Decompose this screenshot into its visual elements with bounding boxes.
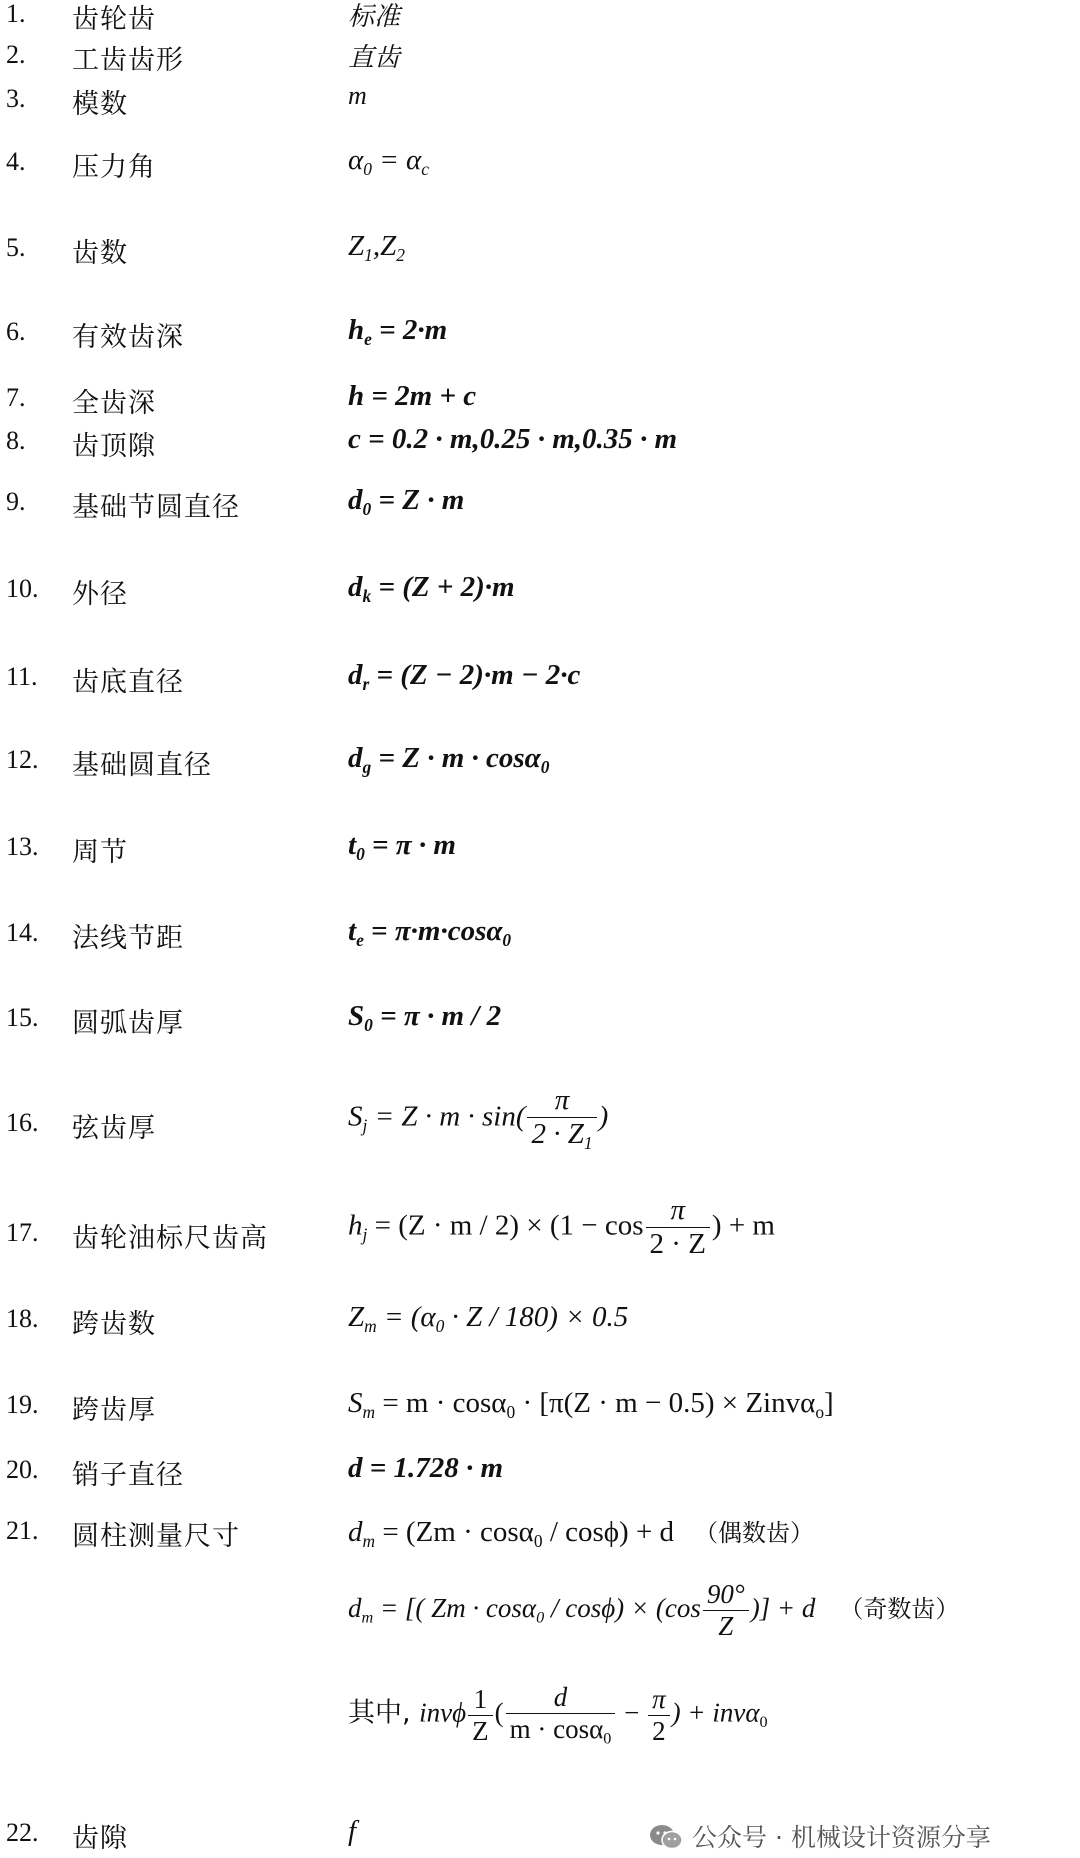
item-number: 15. <box>6 1003 39 1032</box>
item-label: 齿底直径 <box>72 667 184 698</box>
formula: c = 0.2 · m,0.25 · m,0.35 · m <box>348 423 678 455</box>
formula: $t_0 = \pi \cdot m$ <box>348 829 456 865</box>
item-number: 9. <box>6 487 26 516</box>
item-number: 13. <box>6 832 39 861</box>
item-number: 16. <box>6 1108 39 1137</box>
item-label: 工齿齿形 <box>72 45 184 76</box>
item-number: 1. <box>6 0 26 28</box>
item-label: 法线节距 <box>72 923 184 954</box>
item-label: 压力角 <box>72 152 156 183</box>
watermark <box>648 1818 991 1858</box>
item-label: 基础圆直径 <box>72 750 212 781</box>
item-label: 齿轮齿 <box>72 4 156 35</box>
fraction: $\frac{1}{Z}$ <box>468 1684 493 1747</box>
even-teeth-note: （偶数齿） <box>694 1519 815 1547</box>
formula: $\alpha_0 = \alpha_c$ <box>348 144 429 180</box>
formula: 直齿 <box>348 43 401 73</box>
item-label: 基础节圆直径 <box>72 492 240 523</box>
formula: $t_e = \pi\cdot m\cdot\cos\alpha_0$ <box>348 915 512 951</box>
formula: $h_j = (Z \cdot m / 2) \times (1 - \cos$ $\frac{\pi}{2 \cdot Z}$ ) + m <box>348 1194 775 1261</box>
item-number: 21. <box>6 1516 39 1545</box>
formula: $S_m = m \cdot \cos\alpha_0 \cdot [\pi(Z \cdot m - 0.5)$ × Zinvα$_o$] <box>348 1387 834 1423</box>
watermark-text: 公众号 · 机械设计资源分享 <box>692 1823 991 1852</box>
item-label: 圆弧齿厚 <box>72 1008 184 1039</box>
formula: $d_0 = Z \cdot m$ <box>348 484 465 520</box>
formula: d = 1.728 · m <box>348 1452 504 1484</box>
formula: $d_g = Z \cdot m \cdot \cos\alpha_0$ <box>348 742 550 778</box>
formula: $Z_m = (\alpha_0 \cdot Z / 180) \times 0.5$ <box>348 1301 629 1337</box>
item-number: 8. <box>6 426 26 455</box>
formula: $h_e = 2\cdot m$ <box>348 314 448 350</box>
item-label: 外径 <box>72 579 128 610</box>
item-label: 齿顶隙 <box>72 431 156 462</box>
item-label: 齿隙 <box>72 1823 128 1854</box>
item-label: 全齿深 <box>72 388 156 419</box>
item-number: 7. <box>6 383 26 412</box>
odd-teeth-note: （奇数齿） <box>839 1594 960 1623</box>
formula: f <box>348 1815 357 1847</box>
item-number: 17. <box>6 1218 39 1247</box>
item-number: 6. <box>6 317 26 346</box>
item-label: 有效齿深 <box>72 322 184 353</box>
formula: 其中, invϕ $\frac{1}{Z}$ ( $\frac{d}{m \cdot \cos\alpha_0}$ − $\frac{\pi}{2}$ ) + invα$_0$ <box>348 1682 768 1748</box>
item-number: 3. <box>6 84 26 113</box>
item-number: 14. <box>6 918 39 947</box>
item-label: 销子直径 <box>72 1460 184 1491</box>
formula: h = 2m + c <box>348 380 477 412</box>
formula: $d_k = (Z + 2)\cdot m$ <box>348 571 515 607</box>
formula: $d_r = (Z - 2)\cdot m - 2\cdot c$ <box>348 659 581 695</box>
item-label: 齿轮油标尺齿高 <box>72 1223 268 1254</box>
fraction: $\frac{\pi}{2}$ <box>648 1684 670 1747</box>
fraction: $\frac{90^\circ}{Z}$ <box>703 1579 749 1642</box>
item-label: 跨齿数 <box>72 1309 156 1340</box>
item-number: 22. <box>6 1818 39 1847</box>
item-number: 12. <box>6 745 39 774</box>
item-number: 20. <box>6 1455 39 1484</box>
fraction: $\frac{\pi}{2 \cdot Z_1}$ <box>527 1084 596 1153</box>
item-label: 模数 <box>72 89 128 120</box>
item-number: 11. <box>6 662 38 691</box>
item-label: 圆柱测量尺寸 <box>72 1521 240 1552</box>
wechat-icon <box>648 1823 684 1851</box>
item-number: 4. <box>6 147 26 176</box>
item-label: 齿数 <box>72 238 128 269</box>
formula: $S_j = Z \cdot m \cdot \sin$( $\frac{\pi}{2 \cdot Z_1}$ ) <box>348 1084 609 1154</box>
formula: $S_0 = \pi \cdot m / 2$ <box>348 1000 502 1036</box>
formula: $Z_1,Z_2$ <box>348 230 405 266</box>
fraction: $\frac{d}{m \cdot \cos\alpha_0}$ <box>506 1682 616 1748</box>
item-number: 18. <box>6 1304 39 1333</box>
item-number: 5. <box>6 233 26 262</box>
item-number: 19. <box>6 1390 39 1419</box>
item-number: 2. <box>6 40 26 69</box>
formula: 标准 <box>348 2 401 32</box>
fraction: $\frac{\pi}{2 \cdot Z}$ <box>646 1194 710 1262</box>
formula: $d_m = (Zm \cdot \cos\alpha_0 / \cos\phi) + d$ （偶数齿） <box>348 1516 815 1552</box>
item-label: 跨齿厚 <box>72 1395 156 1426</box>
item-label: 周节 <box>72 837 128 868</box>
formula: $d_m$ = [( Zm · cosα$_0$ / cosϕ) × (cos $\frac{90^\circ}{Z}$ )] + d （奇数齿） <box>348 1579 960 1642</box>
item-number: 10. <box>6 574 39 603</box>
item-label: 弦齿厚 <box>72 1113 156 1144</box>
formula: m <box>348 81 367 110</box>
